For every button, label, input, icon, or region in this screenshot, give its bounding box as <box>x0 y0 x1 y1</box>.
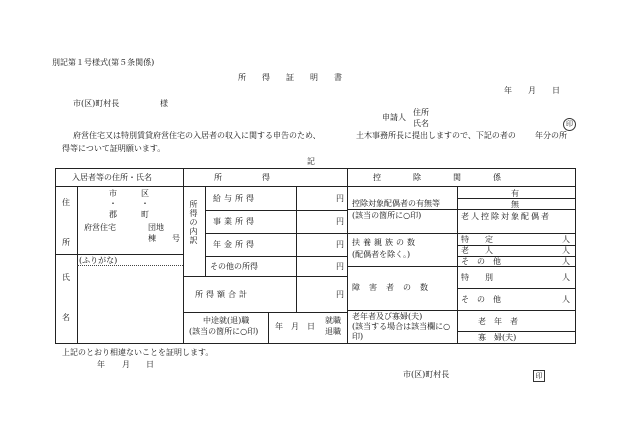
label-mei: 名 <box>62 313 70 322</box>
disabled-other-persons: 人 <box>562 295 570 304</box>
job-change-date: 年 月 日 <box>275 322 315 331</box>
dependents-other: そ の 他 <box>461 257 501 266</box>
salary-income-label: 給与所得 <box>213 194 257 203</box>
record-mark: 記 <box>307 157 315 166</box>
employed-label: 就職 <box>325 316 341 325</box>
dependents-label: 扶養親族の数 <box>352 238 418 247</box>
label-town: 町 <box>141 210 149 219</box>
widow-label: 老年者及び寡婦(夫) <box>352 312 423 321</box>
name-label: 氏名 <box>413 119 429 128</box>
disabled-other: そ の 他 <box>461 295 501 304</box>
dot-1: ・ <box>109 199 117 208</box>
retired-label: 退職 <box>325 327 341 336</box>
label-complex: 団地 <box>148 223 164 232</box>
dot-2: ・ <box>141 199 149 208</box>
disabled-special: 特 別 <box>461 273 493 282</box>
specific-persons: 人 <box>562 235 570 244</box>
label-ward: 区 <box>141 189 149 198</box>
footer-seal: 印 <box>533 370 545 382</box>
address-label: 住所 <box>413 108 429 117</box>
label-prefectural-housing: 府営住宅 <box>84 223 116 232</box>
business-yen: 円 <box>336 217 344 226</box>
footer-year: 年 <box>97 360 105 369</box>
body-line-1a: 府営住宅又は特別賃貸府営住宅の入居者の収入に関する申告のため、 <box>73 131 321 140</box>
footer-issuer: 市(区)町村長 <box>403 370 450 379</box>
page-title: 所 得 証 明 書 <box>238 73 346 82</box>
total-yen: 円 <box>336 290 344 299</box>
date-day-label: 日 <box>552 86 560 95</box>
addressee: 市(区)町村長 <box>73 99 120 108</box>
dependents-note: (配偶者を除く。) <box>352 250 411 259</box>
label-building: 棟 <box>148 234 156 243</box>
total-income-label: 所得額合計 <box>195 290 250 299</box>
elderly-persons: 人 <box>562 246 570 255</box>
label-jyu: 住 <box>62 198 70 207</box>
widow-value-label: 寡 婦(夫) <box>478 333 517 342</box>
certify-text: 上記のとおり相違ないことを証明します。 <box>62 348 214 357</box>
label-city: 市 <box>109 189 117 198</box>
label-sho: 所 <box>62 238 70 247</box>
seal-mark: 印 <box>563 118 576 131</box>
job-change-note: (該当の箇所に○印) <box>189 327 259 336</box>
dependents-elderly: 老 人 <box>461 246 493 255</box>
form-number: 別記第１号様式(第５条関係) <box>52 58 155 67</box>
applicant-label: 申請人 <box>382 113 406 122</box>
furigana-label: (ふりがな) <box>79 256 118 265</box>
income-breakdown-label: 所得の内訳 <box>189 200 198 245</box>
pension-income-label: 年金所得 <box>213 240 257 249</box>
business-income-label: 事業所得 <box>213 217 257 226</box>
footer-day: 日 <box>146 360 154 369</box>
col-resident-header: 入居者等の住所・氏名 <box>72 173 152 182</box>
salary-yen: 円 <box>336 194 344 203</box>
spouse-no: 無 <box>511 200 519 209</box>
col-income-header: 所 得 <box>214 173 270 182</box>
pension-yen: 円 <box>336 240 344 249</box>
label-unit: 号 <box>172 234 180 243</box>
label-shi: 氏 <box>62 273 70 282</box>
job-change-label: 中途就(退)職 <box>203 316 250 325</box>
spouse-note: (該当の箇所に○印) <box>352 211 422 220</box>
body-line-1c: 年分の所 <box>535 131 567 140</box>
footer-month: 月 <box>122 360 130 369</box>
spouse-label: 控除対象配偶者の有無等 <box>352 199 440 208</box>
other-income-label: その他の所得 <box>210 262 258 271</box>
date-year-label: 年 <box>504 86 512 95</box>
date-month-label: 月 <box>528 86 536 95</box>
dependents-specific: 特 定 <box>461 235 493 244</box>
disabled-label: 障害者の数 <box>352 283 437 292</box>
widow-note: (該当する場合は該当欄に○印) <box>352 322 451 341</box>
other-yen: 円 <box>336 262 344 271</box>
body-line-2: 得等について証明願います。 <box>62 144 166 153</box>
special-persons: 人 <box>562 273 570 282</box>
senior-label: 老 年 者 <box>478 317 518 326</box>
addressee-suffix: 様 <box>160 99 168 108</box>
spouse-yes: 有 <box>511 189 519 198</box>
other-persons: 人 <box>562 257 570 266</box>
label-gun: 郡 <box>109 210 117 219</box>
col-deduction-header: 控 除 関 係 <box>373 173 501 182</box>
elderly-spouse-label: 老人控除対象配偶者 <box>461 212 551 221</box>
body-line-1b: 土木事務所長に提出しますので、下記の者の <box>356 131 516 140</box>
